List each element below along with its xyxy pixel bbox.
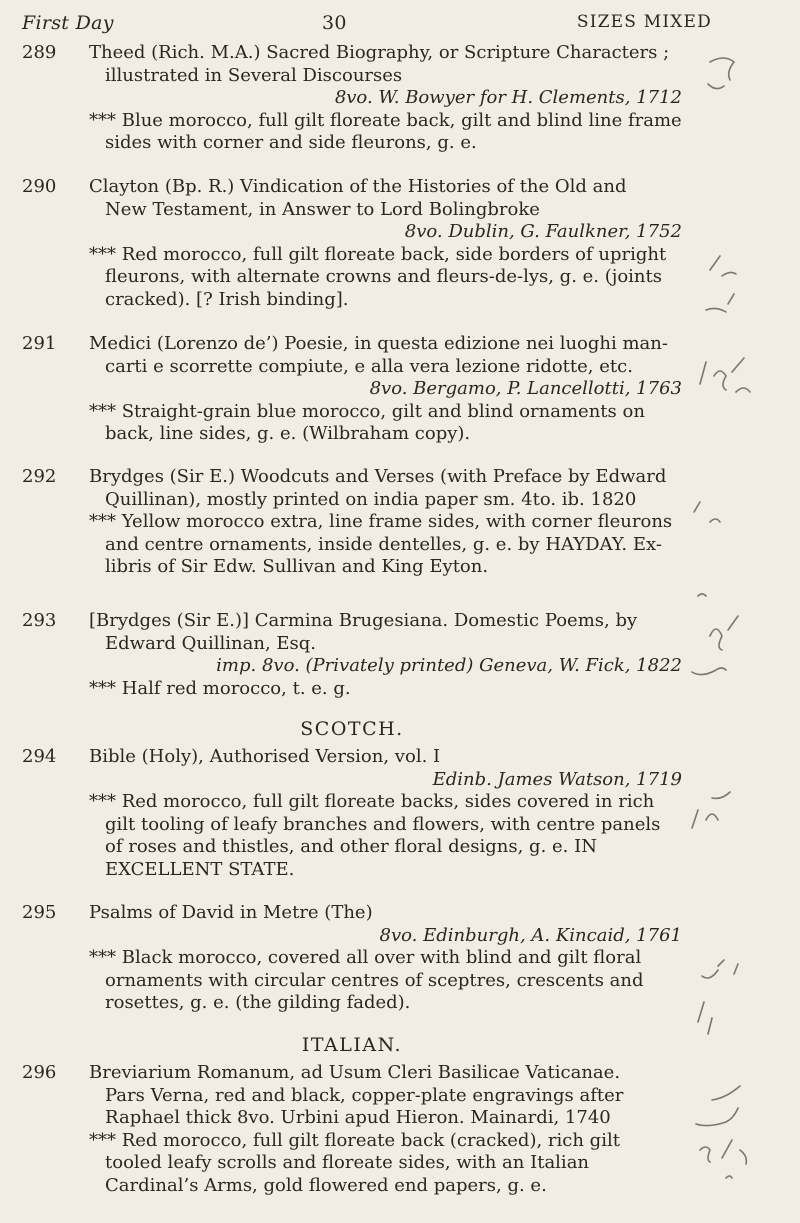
lot-293 (22, 610, 682, 700)
lot-title: Medici (Lorenzo de’) Poesie, in questa edizione nei luoghi man- carti e scorrette compiute, e alla vera lezione ridotte, etc. (89, 333, 668, 377)
page-header (22, 12, 712, 40)
section-heading-scotch: SCOTCH. (300, 718, 404, 740)
lot-description: *** Straight-grain blue morocco, gilt and blind ornaments on back, line sides, g. e. (Wilbraham copy). (89, 400, 645, 444)
lot-289 (22, 42, 682, 155)
lot-description: *** Yellow morocco extra, line frame sides, with corner fleurons and centre ornaments, inside dentelles, g. e. by HAYDAY. Ex-libris of Sir Edw. Sullivan and King Eyton. (89, 511, 673, 577)
lot-description: *** Black morocco, covered all over with blind and gilt floral ornaments with circular centres of sceptres, crescents and rosettes, g. e. (the gilding faded). (89, 947, 644, 1013)
lot-imprint: imp. 8vo. (Privately printed) Geneva, W. Fick, 1822 (216, 655, 682, 676)
lot-292 (22, 466, 682, 579)
section-heading-italian: ITALIAN. (301, 1034, 403, 1056)
lot-number: 295 (22, 902, 57, 923)
lot-number: 292 (22, 466, 57, 487)
lot-imprint: 8vo. Dublin, G. Faulkner, 1752 (404, 221, 682, 242)
lot-imprint: 8vo. Bergamo, P. Lancellotti, 1763 (369, 378, 682, 399)
margin-annotations (680, 0, 800, 1219)
lot-number: 296 (22, 1062, 57, 1083)
lot-title: Brydges (Sir E.) Woodcuts and Verses (with Preface by Edward Quillinan), mostly printed on india paper sm. 4to. ib. 1820 (89, 466, 667, 510)
lot-291 (22, 333, 682, 446)
lot-title: Psalms of David in Metre (The) (89, 902, 373, 923)
lot-title: Breviarium Romanum, ad Usum Cleri Basilicae Vaticanae. Pars Verna, red and black, copper-plate engravings after Raphael thick 8vo. Urbini apud Hieron. Mainardi, 1740 (89, 1062, 624, 1128)
pencil-marks-icon (680, 0, 800, 1219)
lot-description: *** Blue morocco, full gilt floreate back, gilt and blind line frame sides with corner and side fleurons, g. e. (89, 109, 682, 153)
lot-description: *** Red morocco, full gilt floreate back (cracked), rich gilt tooled leafy scrolls and floreate sides, with an Italian Cardinal’s Arms, gold flowered end papers, g. e. (89, 1129, 620, 1196)
lot-290 (22, 176, 682, 311)
lot-title: Bible (Holy), Authorised Version, vol. I (89, 746, 441, 767)
lot-imprint: 8vo. Edinburgh, A. Kincaid, 1761 (379, 924, 682, 946)
lot-number: 290 (22, 176, 57, 197)
lot-number: 291 (22, 333, 57, 354)
lot-295 (22, 902, 682, 1015)
lot-title: Theed (Rich. M.A.) Sacred Biography, or Scripture Characters ; illustrated in Several Discourses (89, 42, 670, 86)
lot-imprint: Edinb. James Watson, 1719 (432, 768, 682, 790)
header-sizes: SIZES MIXED (576, 12, 712, 32)
header-day: First Day (22, 12, 114, 34)
lot-number: 293 (22, 610, 57, 631)
lot-number: 294 (22, 746, 57, 767)
lot-title: Clayton (Bp. R.) Vindication of the Histories of the Old and New Testament, in Answer to Lord Bolingbroke (89, 176, 627, 220)
lot-imprint: 8vo. W. Bowyer for H. Clements, 1712 (334, 87, 682, 108)
lot-296 (22, 1062, 682, 1197)
lot-294 (22, 746, 682, 881)
lot-description: *** Half red morocco, t. e. g. (89, 677, 351, 699)
page-number: 30 (322, 12, 347, 34)
lot-description: *** Red morocco, full gilt floreate backs, sides covered in rich gilt tooling of leafy branches and flowers, with centre panels of roses and thistles, and other floral designs, g. e. IN EXCELLENT STATE. (89, 791, 661, 880)
lot-title: [Brydges (Sir E.)] Carmina Brugesiana. Domestic Poems, by Edward Quillinan, Esq. (89, 610, 638, 654)
lot-description: *** Red morocco, full gilt floreate back, side borders of upright fleurons, with alternate crowns and fleurs-de-lys, g. e. (joints cracked). [? Irish binding]. (89, 243, 667, 310)
lot-number: 289 (22, 42, 57, 63)
